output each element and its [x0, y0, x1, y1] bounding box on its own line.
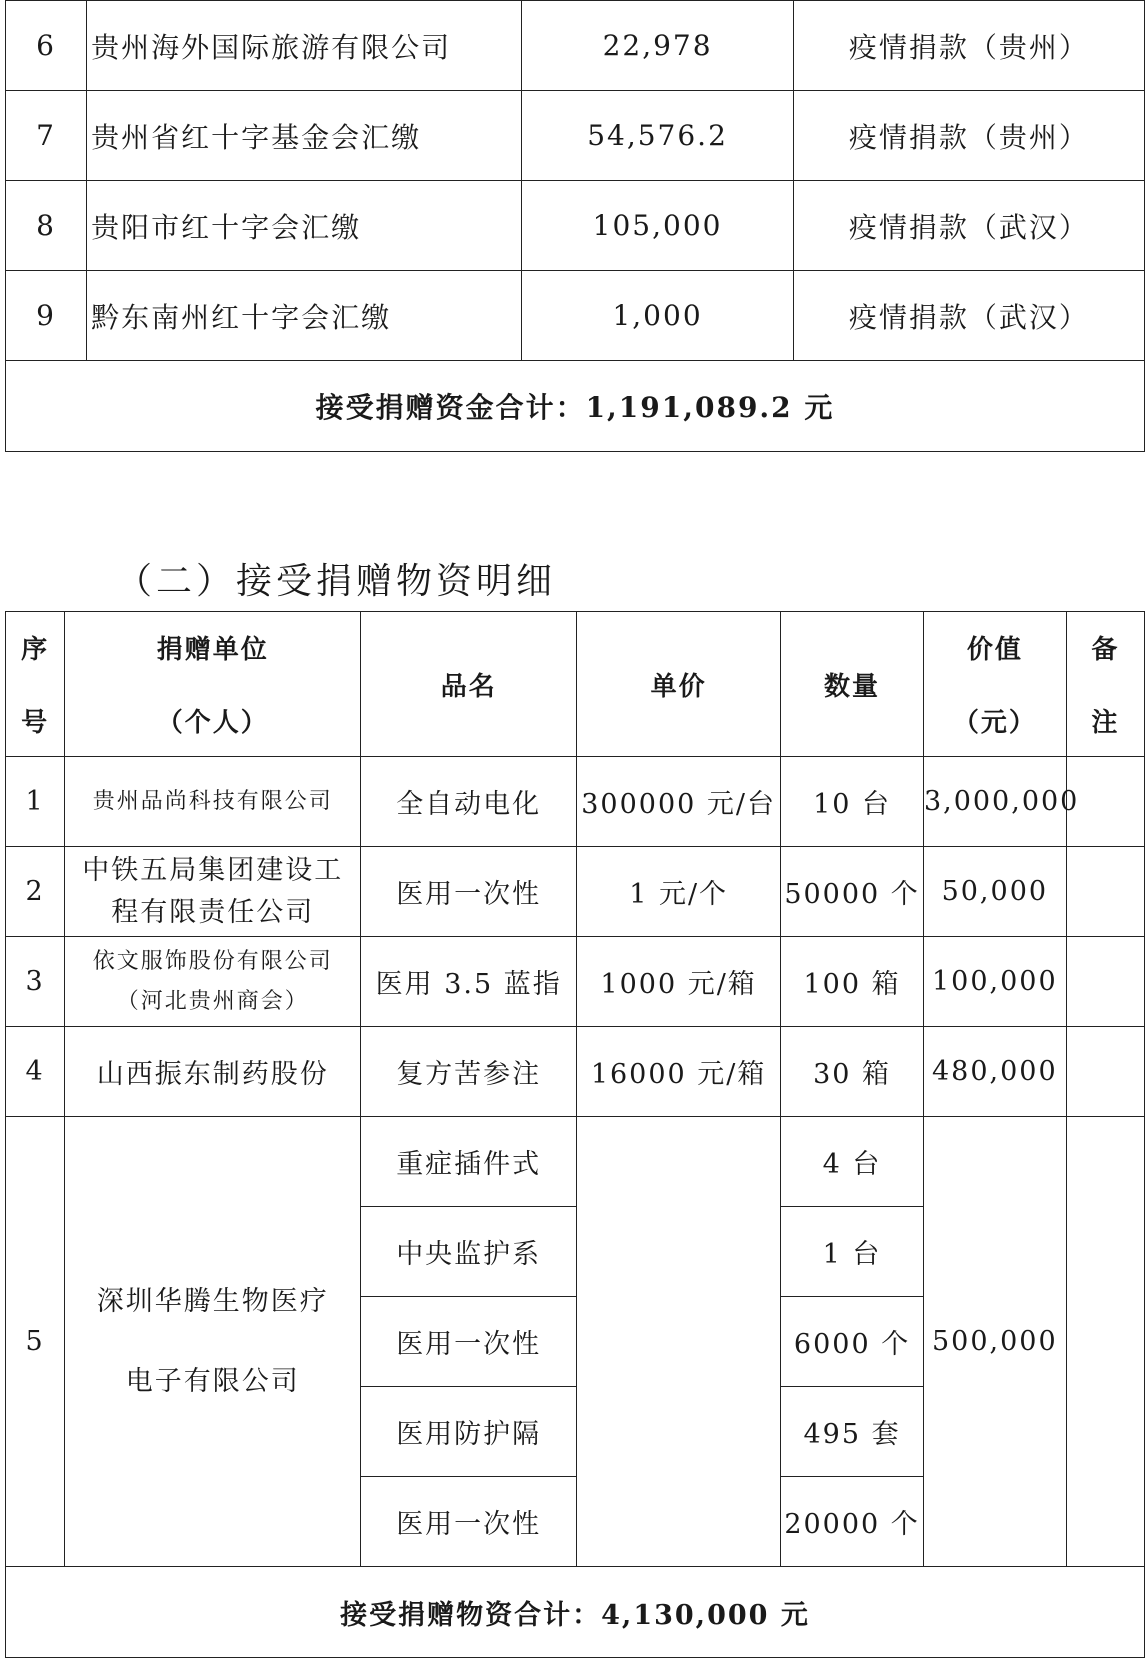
- item-cell: 重症插件式: [361, 1117, 577, 1207]
- header-quantity: 数量: [781, 612, 924, 757]
- donor-cell: 黔东南州红十字会汇缴: [87, 271, 522, 361]
- quantity-cell: 30 箱: [781, 1027, 924, 1117]
- quantity-cell: 100 箱: [781, 937, 924, 1027]
- donor-cell: 贵州品尚科技有限公司: [65, 757, 361, 847]
- item-cell: 医用一次性: [361, 847, 577, 937]
- table-row: [6, 91, 1145, 181]
- total-row: [6, 1567, 1145, 1658]
- purpose-cell: 疫情捐款（武汉）: [793, 271, 1144, 361]
- section-title: （二）接受捐赠物资明细: [116, 561, 557, 602]
- note-cell: [1066, 1117, 1144, 1567]
- unit-price-cell: 1 元/个: [577, 847, 781, 937]
- table-row: [6, 847, 1145, 937]
- donor-cell: 贵阳市红十字会汇缴: [87, 181, 522, 271]
- value-cell: 100,000: [923, 937, 1066, 1027]
- quantity-cell: 20000 个: [781, 1477, 924, 1567]
- donor-cell: 贵州省红十字基金会汇缴: [87, 91, 522, 181]
- header-row: [6, 612, 1145, 757]
- header-seq-bottom: 号: [21, 708, 50, 738]
- item-cell: 医用一次性: [361, 1477, 577, 1567]
- header-unit-price: 单价: [577, 612, 781, 757]
- item-cell: 全自动电化: [361, 757, 577, 847]
- item-cell: 复方苦参注: [361, 1027, 577, 1117]
- header-note-top: 备: [1091, 635, 1120, 665]
- seq-cell: 7: [6, 91, 87, 181]
- item-cell: 医用一次性: [361, 1297, 577, 1387]
- table-row: [6, 1027, 1145, 1117]
- note-cell: [1066, 937, 1144, 1027]
- header-donor-top: 捐赠单位: [156, 635, 269, 665]
- donor-cell: [65, 1117, 361, 1567]
- unit-price-cell: 1000 元/箱: [577, 937, 781, 1027]
- donor-line-2: 程有限责任公司: [111, 896, 315, 928]
- quantity-cell: 50000 个: [781, 847, 924, 937]
- item-cell: 中央监护系: [361, 1207, 577, 1297]
- table-row: [6, 937, 1145, 1027]
- value-cell: 50,000: [923, 847, 1066, 937]
- unit-price-cell: 16000 元/箱: [577, 1027, 781, 1117]
- header-item: 品名: [361, 612, 577, 757]
- table-row: [6, 271, 1145, 361]
- note-cell: [1066, 1027, 1144, 1117]
- donor-line-1: 深圳华腾生物医疗: [96, 1285, 329, 1317]
- header-seq-top: 序: [21, 635, 50, 665]
- seq-cell: 1: [6, 757, 65, 847]
- header-donor: [65, 612, 361, 757]
- amount-cell: 22,978: [522, 1, 793, 91]
- purpose-cell: 疫情捐款（贵州）: [793, 91, 1144, 181]
- quantity-cell: 1 台: [781, 1207, 924, 1297]
- header-value-bottom: （元）: [952, 708, 1037, 738]
- amount-cell: 105,000: [522, 181, 793, 271]
- header-value: [923, 612, 1066, 757]
- header-seq: [6, 612, 65, 757]
- seq-cell: 6: [6, 1, 87, 91]
- purpose-cell: 疫情捐款（武汉）: [793, 181, 1144, 271]
- item-cell: 医用防护隔: [361, 1387, 577, 1477]
- header-donor-bottom: （个人）: [156, 708, 269, 738]
- note-cell: [1066, 847, 1144, 937]
- amount-cell: 54,576.2: [522, 91, 793, 181]
- donor-line-2: 电子有限公司: [125, 1365, 300, 1397]
- goods-donation-table: [5, 611, 1145, 1658]
- seq-cell: 2: [6, 847, 65, 937]
- value-cell: 480,000: [923, 1027, 1066, 1117]
- table-row: [6, 1117, 1145, 1207]
- cash-total: 接受捐赠资金合计：1,191,089.2 元: [6, 361, 1145, 452]
- quantity-cell: 10 台: [781, 757, 924, 847]
- quantity-cell: 4 台: [781, 1117, 924, 1207]
- quantity-cell: 495 套: [781, 1387, 924, 1477]
- donor-cell: [65, 847, 361, 937]
- donor-cell: 山西振东制药股份: [65, 1027, 361, 1117]
- total-row: [6, 361, 1145, 452]
- amount-cell: 1,000: [522, 271, 793, 361]
- donor-line-1: 中铁五局集团建设工: [82, 854, 344, 886]
- seq-cell: 9: [6, 271, 87, 361]
- value-cell: 3,000,000: [923, 757, 1066, 847]
- donor-line-2: （河北贵州商会）: [116, 988, 309, 1014]
- seq-cell: 8: [6, 181, 87, 271]
- table-row: [6, 181, 1145, 271]
- table-row: [6, 1, 1145, 91]
- cash-donation-table: [5, 0, 1145, 452]
- donor-cell: 贵州海外国际旅游有限公司: [87, 1, 522, 91]
- seq-cell: 4: [6, 1027, 65, 1117]
- seq-cell: 3: [6, 937, 65, 1027]
- seq-cell: 5: [6, 1117, 65, 1567]
- unit-price-cell: 300000 元/台: [577, 757, 781, 847]
- header-note: [1066, 612, 1144, 757]
- purpose-cell: 疫情捐款（贵州）: [793, 1, 1144, 91]
- value-cell: 500,000: [923, 1117, 1066, 1567]
- donor-line-1: 依文服饰股份有限公司: [92, 948, 333, 974]
- item-cell: 医用 3.5 蓝指: [361, 937, 577, 1027]
- header-note-bottom: 注: [1091, 708, 1120, 738]
- goods-total: 接受捐赠物资合计：4,130,000 元: [6, 1567, 1145, 1658]
- unit-price-cell: [577, 1117, 781, 1567]
- header-value-top: 价值: [966, 635, 1023, 665]
- quantity-cell: 6000 个: [781, 1297, 924, 1387]
- table-row: [6, 757, 1145, 847]
- donor-cell: [65, 937, 361, 1027]
